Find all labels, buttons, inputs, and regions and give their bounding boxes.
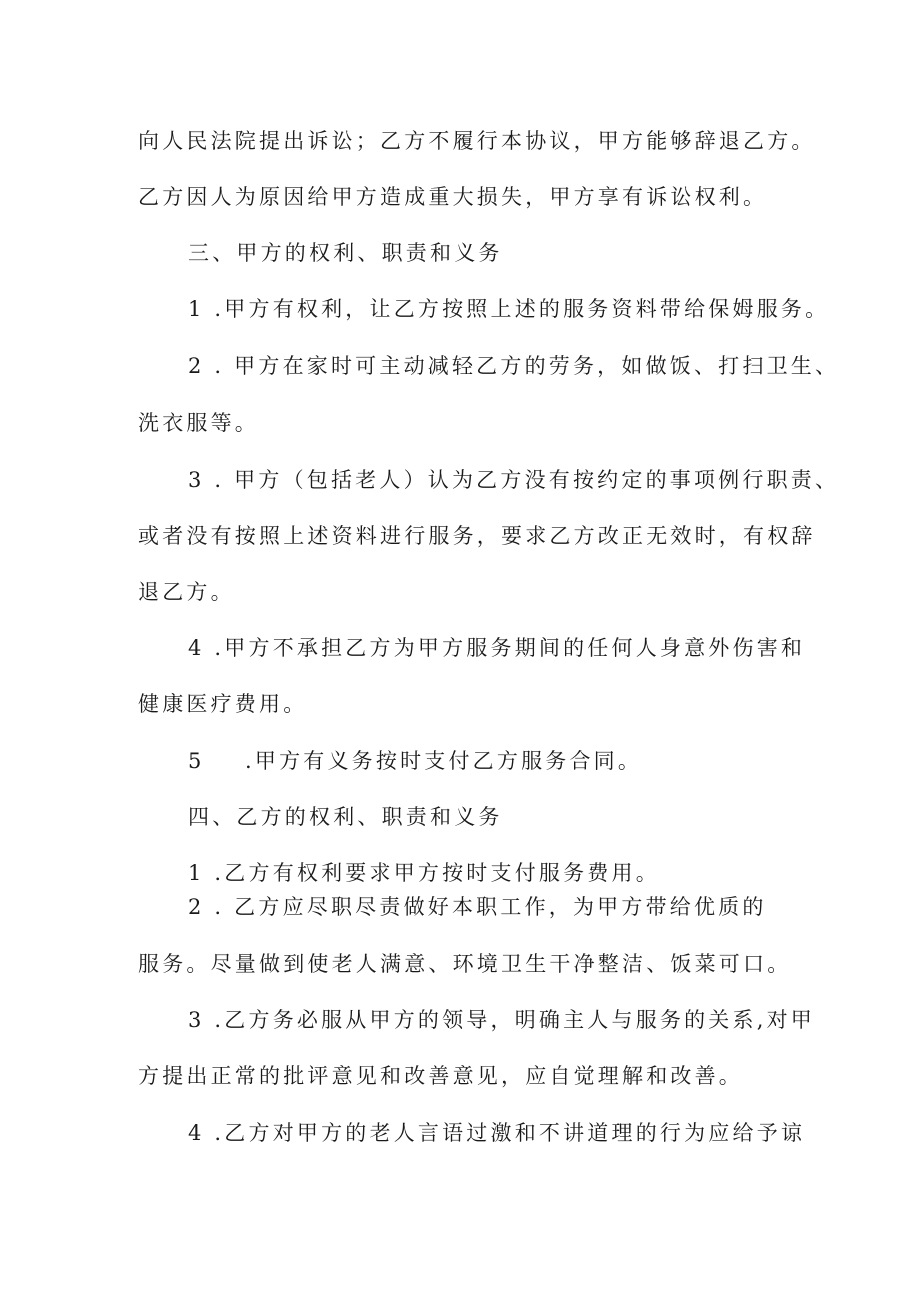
paragraph-line: 方提出正常的批评意见和改善意见，应自觉理解和改善。 <box>138 1064 743 1088</box>
list-item-3-1: 1 .甲方有权利，让乙方按照上述的服务资料带给保姆服务。 <box>188 297 830 321</box>
paragraph-line: 洗衣服等。 <box>138 411 259 435</box>
list-item-4-1: 1 .乙方有权利要求甲方按时支付服务费用。 <box>188 861 660 885</box>
list-item-3-2: 2 . 甲方在家时可主动减轻乙方的劳务，如做饭、打扫卫生、 <box>188 354 840 378</box>
list-item-number-5: 5 <box>188 749 205 773</box>
paragraph-line: 乙方因人为原因给甲方造成重大损失，甲方享有诉讼权利。 <box>138 185 768 209</box>
paragraph-line: 健康医疗费用。 <box>138 692 308 716</box>
list-item-4-2: 2 . 乙方应尽职尽责做好本职工作，为甲方带给优质的 <box>188 895 767 919</box>
list-item-3-4: 4 .甲方不承担乙方为甲方服务期间的任何人身意外伤害和 <box>188 636 806 660</box>
paragraph-line: 或者没有按照上述资料进行服务，要求乙方改正无效时，有权辞 <box>138 524 816 548</box>
section-heading-3: 三、甲方的权利、职责和义务 <box>188 241 503 265</box>
list-item-3-3: 3 . 甲方（包括老人）认为乙方没有按约定的事项例行职责、 <box>188 468 840 492</box>
paragraph-line: 向人民法院提出诉讼；乙方不履行本协议，甲方能够辞退乙方。 <box>138 129 816 153</box>
paragraph-line: 退乙方。 <box>138 580 235 604</box>
list-item-4-4: 4 .乙方对甲方的老人言语过激和不讲道理的行为应给予谅 <box>188 1121 806 1145</box>
section-heading-4: 四、乙方的权利、职责和义务 <box>188 805 503 829</box>
paragraph-line: 服务。尽量做到使老人满意、环境卫生干净整洁、饭菜可口。 <box>138 952 792 976</box>
list-item-4-3: 3 .乙方务必服从甲方的领导，明确主人与服务的关系,对甲 <box>188 1008 815 1032</box>
list-item-3-5: .甲方有义务按时支付乙方服务合同。 <box>245 749 643 773</box>
